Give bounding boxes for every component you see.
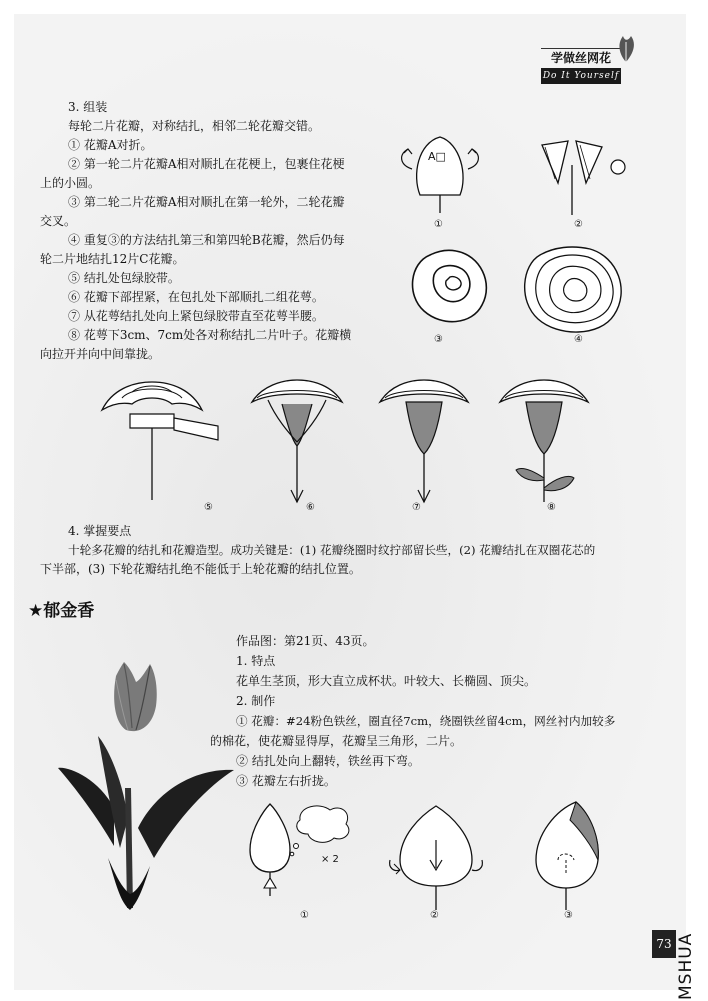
tulip-line: 的棉花，使花瓣显得厚，花瓣呈三角形，二片。 (210, 734, 463, 748)
header-title: 学做丝网花 (541, 48, 621, 67)
flower-topview-large (525, 247, 622, 332)
figure-caption: ⑥ (306, 502, 315, 513)
flower-taped-sepal-illustration (380, 380, 468, 502)
step-line: ② 第一轮二片花瓣A相对顺扎在花梗上，包裹住花梗 (68, 157, 345, 171)
header-subtitle: Do It Yourself (541, 68, 621, 84)
assembly-heading: 3. 组装 (68, 100, 108, 114)
figure-caption: ③ (564, 910, 573, 921)
step-line: ⑦ 从花萼结扎处向上紧包绿胶带直至花萼半腰。 (68, 309, 324, 323)
tulip-line: ③ 花瓣左右折拢。 (236, 774, 336, 788)
tulip-line: ② 结扎处向上翻转，铁丝再下弯。 (236, 754, 420, 768)
section-title-tulip: ★郁金香 (28, 601, 95, 621)
flower-topview-small (413, 250, 487, 321)
figure-caption: ② (430, 910, 439, 921)
assembly-figure-mid (92, 370, 622, 515)
flower-with-tape-illustration (102, 382, 218, 500)
figure-caption: ④ (574, 334, 583, 345)
petal-fold-illustration (402, 137, 479, 213)
cone-petals-illustration (542, 141, 625, 215)
figure-caption: ① (434, 219, 443, 230)
tulip-line: 1. 特点 (236, 654, 276, 668)
figure-caption: ③ (434, 334, 443, 345)
figure-caption: ⑤ (204, 502, 213, 513)
step-line: ⑧ 花萼下3cm、7cm处各对称结扎二片叶子。花瓣横 (68, 328, 352, 342)
step-line: ① 花瓣A对折。 (68, 138, 153, 152)
assembly-intro: 每轮二片花瓣，对称结扎，相邻二轮花瓣交错。 (68, 119, 321, 133)
tulip-line: 作品图：第21页、43页。 (236, 634, 375, 648)
tulip-petal-figure (240, 800, 600, 920)
step-line: ③ 第二轮二片花瓣A相对顺扎在第一轮外，二轮花瓣 (68, 195, 345, 209)
figure-caption: ① (300, 910, 309, 921)
step-line: ⑥ 花瓣下部捏紧，在包扎处下部顺扎二组花萼。 (68, 290, 324, 304)
watermark: MSHUA (676, 932, 696, 1000)
key-points-heading: 4. 掌握要点 (68, 524, 132, 538)
running-header (541, 48, 633, 88)
tulip-line: ① 花瓣：#24粉色铁丝，圈直径7cm，绕圈铁丝留4cm，网丝衬内加较多 (236, 714, 616, 728)
step-line: 向拉开并向中间靠拢。 (40, 347, 161, 361)
tulip-photo (58, 658, 238, 913)
times-label: × 2 (321, 854, 339, 865)
tulip-line: 2. 制作 (236, 694, 276, 708)
tulip-line: 花单生茎顶，形大直立成杯状。叶较大、长椭圆、顶尖。 (236, 674, 537, 688)
tulip-petal-step1-illustration (250, 804, 349, 896)
leaf-icon (615, 34, 637, 64)
step-line: 轮二片地结扎12片C花瓣。 (40, 252, 185, 266)
step-line: 交叉。 (40, 214, 77, 228)
key-points-line: 十轮多花瓣的结扎和花瓣造型。成功关键是：(1) 花瓣绕圈时纹拧部留长些，(2) 花瓣结扎在双圈花芯的 (68, 543, 596, 557)
page-number: 73 (652, 930, 676, 958)
step-line: ④ 重复③的方法结扎第三和第四轮B花瓣，然后仍每 (68, 233, 345, 247)
figure-caption: ⑦ (412, 502, 421, 513)
petal-label: A□ (428, 150, 446, 163)
tulip-petal-step2-illustration (390, 806, 483, 910)
figure-caption: ② (574, 219, 583, 230)
flower-with-leaves-illustration (500, 380, 588, 502)
tulip-petal-step3-illustration (536, 802, 598, 910)
bleed-through-decoration (440, 100, 680, 119)
step-line: 上的小圆。 (40, 176, 101, 190)
key-points-line: 下半部，(3) 下轮花瓣结扎绝不能低于上轮花瓣的结扎位置。 (40, 562, 361, 576)
step-line: ⑤ 结扎处包绿胶带。 (68, 271, 180, 285)
flower-with-sepal-illustration (252, 380, 342, 502)
figure-caption: ⑧ (547, 502, 556, 513)
